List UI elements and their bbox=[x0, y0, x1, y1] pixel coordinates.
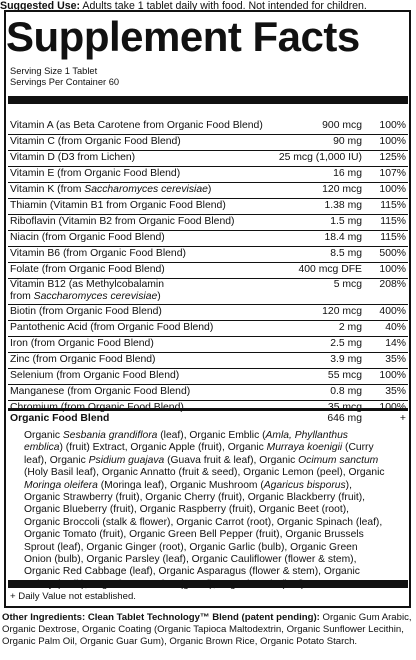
nutrient-dv: 115% bbox=[380, 200, 406, 211]
ingredient-italic: Agaricus bisporus bbox=[263, 479, 346, 491]
nutrient-dv: 115% bbox=[380, 232, 406, 243]
blend-name: Organic Food Blend bbox=[10, 413, 110, 424]
suggested-use-text: Adults take 1 tablet daily with food. Not intended for children. bbox=[82, 0, 367, 12]
ingredient-text: (leaf), Organic Emblic ( bbox=[157, 430, 266, 441]
nutrient-name: Thiamin (Vitamin B1 from Organic Food Blend) bbox=[10, 200, 226, 211]
thick-divider bbox=[8, 96, 408, 104]
nutrient-dv: 100% bbox=[379, 184, 406, 195]
nutrient-dv: 14% bbox=[385, 338, 406, 349]
nutrient-dv: 100% bbox=[379, 120, 406, 131]
ingredient-text: (Guava fruit & leaf), Organic bbox=[164, 454, 299, 466]
nutrient-name-text: Vitamin B12 (as Methylcobalamin bbox=[10, 279, 165, 290]
nutrient-dv: 100% bbox=[379, 264, 406, 275]
ingredient-italic: Moringa oleifera bbox=[24, 479, 98, 491]
nutrient-amount: 2.5 mg bbox=[330, 338, 362, 349]
nutrient-amount: 120 mcg bbox=[322, 306, 362, 317]
nutrient-dv: 400% bbox=[379, 306, 406, 317]
nutrient-amount: 8.5 mg bbox=[330, 248, 362, 259]
nutrient-name-end: ) bbox=[207, 184, 212, 195]
other-ingredients bbox=[2, 612, 414, 648]
nutrient-name: Vitamin B6 (from Organic Food Blend) bbox=[10, 248, 186, 259]
nutrient-name: Biotin (from Organic Food Blend) bbox=[10, 306, 162, 317]
nutrient-amount: 1.38 mg bbox=[324, 200, 362, 211]
nutrient-amount: 5 mcg bbox=[333, 279, 362, 290]
nutrient-dv: 500% bbox=[379, 248, 406, 259]
blend-amount: 646 mg bbox=[327, 413, 362, 424]
serving-size: Serving Size 1 Tablet bbox=[10, 66, 98, 76]
ingredient-italic: Ocimum sanctum bbox=[298, 454, 379, 466]
blend-ingredients bbox=[24, 430, 386, 591]
nutrient-name: Vitamin C (from Organic Food Blend) bbox=[10, 136, 181, 147]
nutrient-amount: 0.8 mg bbox=[330, 386, 362, 397]
nutrient-name-italic: Saccharomyces cerevisiae bbox=[84, 184, 208, 195]
ingredient-text: (Curry leaf), Organic bbox=[24, 442, 374, 466]
nutrient-amount: 1.5 mg bbox=[330, 216, 362, 227]
nutrient-name: Pantothenic Acid (from Organic Food Blend) bbox=[10, 322, 214, 333]
nutrient-amount: 90 mg bbox=[333, 136, 362, 147]
nutrient-amount: 900 mcg bbox=[322, 120, 362, 131]
panel-title: Supplement Facts bbox=[6, 13, 360, 60]
nutrient-name: Vitamin E (from Organic Food Blend) bbox=[10, 168, 181, 179]
nutrient-amount: 3.9 mg bbox=[330, 354, 362, 365]
nutrient-name-italic: Saccharomyces cerevisiae bbox=[33, 291, 158, 302]
other-ingredients-label: Other Ingredients: Clean Tablet Technology™ Blend (patent pending): bbox=[2, 612, 320, 623]
servings-per-container: Servings Per Container 60 bbox=[10, 77, 120, 87]
nutrient-name: Zinc (from Organic Food Blend) bbox=[10, 354, 156, 365]
nutrient-dv: 40% bbox=[385, 322, 406, 333]
nutrient-name-line2: from bbox=[10, 291, 34, 302]
ingredient-text: ), Organic Strawberry (fruit), Organic Cherry (fruit), Organic Blackberry (fruit), Organic Blueberry (fruit), Organic Raspberry (fruit), Organic Beet (root), Organic Broccoli (stalk & flower), Organic Carrot (root), Organic Spinach (leaf), Organic Tomato (fruit), Organic Green Bell Pepper (fruit), Organic Brussels Sprout (leaf), Organic Ginger (root), Organic Garlic (bulb), Organic Green Onion (bulb), Organic Parsley (leaf), Organic Cauliflower (flower & stem), Organic Red Cabbage (leaf), Organic Asparagus (flower & stem), Organic bbox=[24, 479, 383, 578]
nutrient-name: Manganese (from Organic Food Blend) bbox=[10, 386, 191, 397]
nutrient-name bbox=[10, 183, 211, 196]
nutrient-dv: 100% bbox=[379, 136, 406, 147]
nutrient-name: Niacin (from Organic Food Blend) bbox=[10, 232, 165, 243]
nutrient-dv: 125% bbox=[379, 152, 406, 163]
blend-divider bbox=[8, 408, 408, 411]
nutrient-amount: 120 mcg bbox=[322, 184, 362, 195]
nutrient-amount: 2 mg bbox=[338, 322, 362, 333]
suggested-use-label: Suggested Use: bbox=[0, 0, 81, 12]
nutrient-dv: 100% bbox=[379, 370, 406, 381]
ingredient-italic: Sesbania grandiflora bbox=[62, 430, 158, 441]
blend-dv: + bbox=[399, 413, 406, 424]
nutrient-name: Folate (from Organic Food Blend) bbox=[10, 264, 165, 275]
nutrient-name: Selenium (from Organic Food Blend) bbox=[10, 370, 180, 381]
other-ingredients-text: Organic Gum Arabic, Organic Dextrose, Organic Coating (Organic Tapioca Maltodextrin, Organic Sunflower Lecithin, Organic Palm Oil, Organic Guar Gum), Organic Brown Rice, Organic Potato Starch. bbox=[2, 612, 412, 647]
nutrient-amount: 18.4 mg bbox=[324, 232, 362, 243]
dv-footnote: + Daily Value not established. bbox=[10, 591, 136, 602]
nutrient-amount: 25 mcg (1,000 IU) bbox=[278, 152, 362, 163]
nutrient-dv: 107% bbox=[379, 168, 406, 179]
nutrient-dv: 35% bbox=[385, 386, 406, 397]
ingredient-italic: Psidium guajava bbox=[88, 454, 165, 466]
nutrient-name: Iron (from Organic Food Blend) bbox=[10, 338, 154, 349]
nutrient-amount: 400 mcg DFE bbox=[298, 264, 362, 275]
nutrient-dv: 115% bbox=[380, 216, 406, 227]
ingredient-text: ) (fruit) Extract, Organic Apple (fruit), Organic bbox=[59, 442, 267, 454]
nutrient-amount: 55 mcg bbox=[327, 370, 362, 381]
nutrient-name-end: ) bbox=[157, 291, 161, 302]
nutrient-name: Vitamin D (D3 from Lichen) bbox=[10, 152, 136, 163]
nutrient-dv: 35% bbox=[385, 354, 406, 365]
ingredient-text: (Moringa leaf), Organic Mushroom ( bbox=[97, 479, 264, 491]
ingredient-italic: Murraya koenigii bbox=[266, 442, 343, 454]
ingredient-italic: Amla, Phyllanthus emblica bbox=[24, 430, 348, 454]
ingredient-text: (Holy Basil leaf), Organic Annatto (fruit & seed), Organic Lemon (peel), Organic bbox=[24, 467, 385, 479]
nutrient-dv: 208% bbox=[379, 279, 406, 290]
nutrient-name: Vitamin A (as Beta Carotene from Organic Food Blend) bbox=[10, 120, 263, 131]
nutrient-name: Riboflavin (Vitamin B2 from Organic Food Blend) bbox=[10, 216, 235, 227]
ingredient-text: Organic bbox=[24, 430, 63, 441]
nutrient-amount: 16 mg bbox=[333, 168, 362, 179]
thick-divider-bottom bbox=[8, 580, 408, 588]
nutrient-name bbox=[10, 279, 164, 303]
nutrient-name-text: Vitamin K (from bbox=[10, 184, 85, 195]
